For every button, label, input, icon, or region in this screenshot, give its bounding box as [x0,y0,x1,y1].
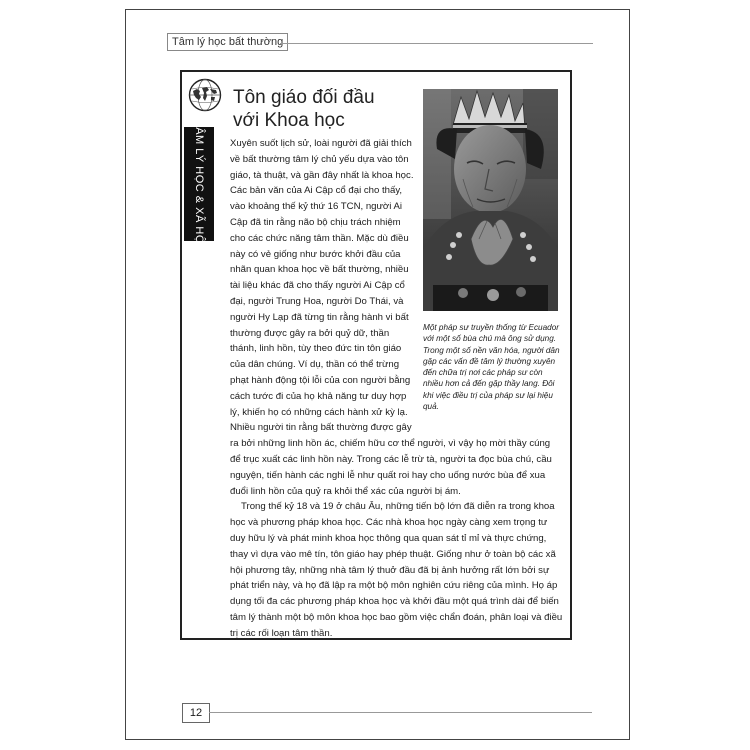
page-title [233,86,423,132]
page-number: 12 [182,703,210,723]
article-body [230,136,563,642]
photo-wrap-space [417,136,563,428]
footer-rule [209,712,592,713]
paragraph: Trong thế kỷ 18 và 19 ở châu Âu, những tiến bộ lớn đã diễn ra trong khoa học và phương pháp khoa học. Các nhà khoa học ngày càng xem trọng tư duy hữu lý và phát minh khoa học thông qua quan sát tỉ mỉ và thực chứng, thay vì dựa vào mê tín, tôn giáo hay phép thuật. Giống như ở toàn bộ các xã hội phương tây, những nhà tâm lý thuở đầu đã bị ảnh hưởng rất lớn bởi sự phát triển này, và họ đã lập ra một bộ môn nghiên cứu riêng của mình. Họ áp dụng tối đa các phương pháp khoa học và khởi đầu một quá trình dài để biến tâm lý thành một bộ môn khoa học bao gồm việc chẩn đoán, phân loại và điều trị các rối loạn tâm thần. [230,501,563,639]
title-line-1: Tôn giáo đối đầu [233,87,375,108]
title-line-2: với Khoa học [233,110,345,131]
running-head-text: Tâm lý học bất thường [167,33,288,51]
photo-caption: Một pháp sư truyền thống từ Ecuador với một số bùa chú mà ông sử dụng. Trong một số nền văn hóa, người dân gặp các vấn đề tâm lý thường xuyên đến chữa trị nơi các pháp sư còn nhiều hơn cả đến gặp thầy lang. Đôi khi việc điều trị của pháp sư lại hiệu quả. [423,323,560,412]
header-rule [280,43,593,44]
side-tab-text: TÂM LÝ HỌC & XÃ HỘI [193,120,205,248]
world-globe-icon [188,78,222,112]
paragraph: Xuyên suốt lịch sử, loài người đã giải thích về bất thường tâm lý chủ yếu dựa vào tôn giáo, tà thuật, và gần đây nhất là khoa học. Các bản văn của Ai Cập cổ đại cho thấy, vào khoảng thế kỷ thứ 16 TCN, người Ai Cập đã tin rằng não bộ chịu trách nhiệm cho các chức năng tâm thần. Mặc dù điều này có vẻ giống như bước khởi đầu của nhãn quan khoa học về bất thường, nhiều tài liệu khác đã cho thấy người Ai Cập cổ đại, người Trung Hoa, người Do Thái, và người Hy Lạp đã từng tin rằng hành vi bất thường được gây ra bởi quỷ dữ, thần thánh, linh hồn, tùy theo đức tin tôn giáo của dân chúng. Ví dụ, thần có thể trừng phạt hành động tội lỗi của con người bằng cách tước đi của họ khả năng tư duy hợp lý, khiến họ có những cách hành xử kỳ lạ. Nhiều người tin rằng bất thường được gây ra bởi những linh hồn ác, chiếm hữu cơ thể người, vì vậy họ mời thầy cúng để trục xuất các linh hồn này. Trong các lễ trừ tà, người ta đọc bùa chú, cầu nguyện, tiến hành các nghi lễ như quất roi hay cho uống nước bùa để xua đuổi linh hồn của quỷ ra khỏi thể xác của người bị ám. [230,138,552,497]
section-side-tab [184,120,214,248]
running-head [167,32,288,50]
